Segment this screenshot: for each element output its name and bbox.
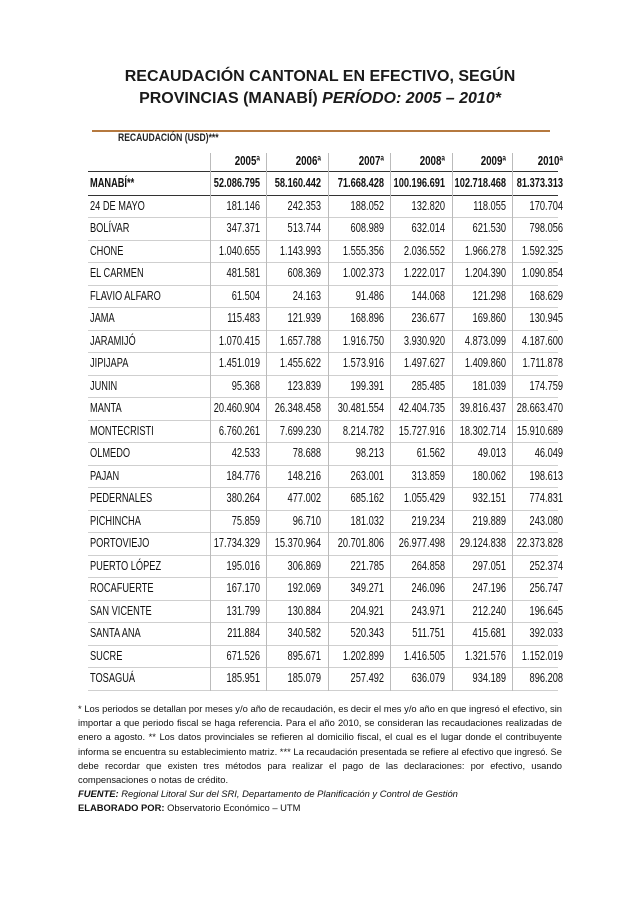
revenue-value: 1.416.505	[403, 648, 445, 663]
canton-name: TOSAGUÁ	[90, 671, 136, 685]
revenue-value: 513.744	[287, 221, 321, 235]
revenue-value: 511.751	[412, 626, 445, 640]
revenue-value: 195.016	[226, 558, 260, 573]
revenue-value: 392.033	[529, 626, 563, 640]
canton-name: PEDERNALES	[90, 491, 153, 505]
revenue-value: 26.348.458	[274, 401, 321, 415]
revenue-value: 4.187.600	[521, 333, 563, 348]
revenue-value: 219.889	[472, 513, 506, 528]
revenue-value: 24.163	[292, 288, 321, 303]
revenue-value: 168.896	[350, 311, 384, 325]
revenue-value: 95.368	[231, 378, 260, 393]
canton-name: PICHINCHA	[90, 513, 141, 528]
column-rule	[328, 153, 329, 691]
revenue-value: 98.213	[355, 446, 384, 460]
revenue-value: 896.208	[529, 671, 563, 685]
revenue-value: 340.582	[287, 626, 321, 640]
revenue-value: 192.069	[287, 581, 321, 595]
revenue-value: 934.189	[472, 671, 506, 685]
revenue-value: 1.002.373	[342, 266, 384, 280]
revenue-value: 212.240	[472, 603, 506, 618]
revenue-value: 46.049	[534, 446, 563, 460]
canton-name: EL CARMEN	[90, 266, 144, 280]
canton-name: JUNIN	[90, 378, 118, 393]
revenue-value: 121.298	[472, 288, 506, 303]
made-by-line	[78, 801, 562, 815]
canton-name: PORTOVIEJO	[90, 536, 150, 550]
revenue-value: 1.090.854	[521, 266, 563, 280]
revenue-value: 196.645	[529, 603, 563, 618]
canton-name: MONTECRISTI	[90, 423, 154, 438]
revenue-value: 102.718.468	[454, 176, 506, 190]
source-text: Regional Litoral Sur del SRI, Departamento de Planificación y Control de Gestión	[118, 788, 458, 800]
column-rule	[210, 153, 211, 691]
revenue-value: 2.036.552	[403, 243, 445, 258]
revenue-value: 1.143.993	[279, 243, 321, 258]
source-label: FUENTE:	[78, 788, 119, 800]
revenue-value: 78.688	[292, 446, 321, 460]
revenue-value: 4.873.099	[464, 333, 506, 348]
revenue-value: 148.216	[287, 468, 321, 483]
revenue-value: 181.039	[472, 378, 506, 393]
revenue-value: 75.859	[231, 513, 260, 528]
revenue-value: 204.921	[350, 603, 384, 618]
revenue-value: 174.759	[529, 378, 563, 393]
revenue-value: 1.573.916	[342, 356, 384, 370]
title-main: PROVINCIAS (MANABÍ)	[139, 90, 323, 107]
revenue-value: 246.096	[411, 581, 445, 595]
revenue-value: 61.562	[416, 446, 445, 460]
table-row	[80, 196, 563, 219]
revenue-value: 100.196.691	[393, 176, 445, 190]
revenue-value: 39.816.437	[459, 401, 506, 415]
table-row	[80, 578, 563, 601]
revenue-value: 1.916.750	[342, 333, 384, 348]
canton-name: ROCAFUERTE	[90, 581, 154, 595]
revenue-value: 17.734.329	[213, 536, 260, 550]
revenue-value: 20.701.806	[337, 536, 384, 550]
revenue-value: 608.989	[350, 221, 384, 235]
revenue-value: 236.677	[411, 311, 445, 325]
revenue-value: 247.196	[472, 581, 506, 595]
revenue-value: 1.592.325	[521, 243, 563, 258]
revenue-value: 257.492	[350, 671, 384, 685]
revenue-value: 181.032	[350, 513, 384, 528]
revenue-value: 6.760.261	[218, 423, 260, 438]
year-header: 2010ª	[537, 153, 563, 168]
revenue-value: 29.124.838	[459, 536, 506, 550]
revenue-value: 169.860	[472, 311, 506, 325]
revenue-value: 263.001	[350, 468, 384, 483]
table-row	[80, 263, 563, 286]
canton-name: MANABÍ**	[90, 176, 135, 190]
revenue-value: 168.629	[529, 288, 563, 303]
revenue-value: 181.146	[226, 198, 260, 213]
canton-name: 24 DE MAYO	[90, 198, 145, 213]
table-row	[80, 286, 563, 309]
revenue-value: 199.391	[350, 378, 384, 393]
revenue-value: 42.404.735	[398, 401, 445, 415]
table-row	[80, 218, 563, 241]
revenue-value: 285.485	[411, 378, 445, 393]
table-row	[80, 421, 563, 444]
table-row	[80, 601, 563, 624]
revenue-value: 118.055	[473, 198, 506, 213]
revenue-table	[80, 125, 563, 695]
revenue-value: 243.080	[529, 513, 563, 528]
revenue-value: 608.369	[287, 266, 321, 280]
revenue-value: 167.170	[226, 581, 260, 595]
canton-name: SAN VICENTE	[90, 603, 152, 618]
canton-name: BOLÍVAR	[90, 221, 130, 235]
revenue-value: 636.079	[411, 671, 445, 685]
table-row	[80, 308, 563, 331]
title-line-2	[60, 88, 580, 110]
revenue-value: 256.747	[529, 581, 563, 595]
revenue-value: 58.160.442	[274, 176, 321, 190]
revenue-value: 185.079	[287, 671, 321, 685]
revenue-value: 26.977.498	[398, 536, 445, 550]
revenue-value: 121.939	[287, 311, 321, 325]
canton-name: FLAVIO ALFARO	[90, 288, 161, 303]
revenue-value: 242.353	[287, 198, 321, 213]
revenue-value: 1.070.415	[218, 333, 260, 348]
revenue-value: 198.613	[529, 468, 563, 483]
revenue-value: 221.785	[350, 558, 384, 573]
revenue-value: 22.373.828	[516, 536, 563, 550]
revenue-value: 184.776	[226, 468, 260, 483]
canton-name: CHONE	[90, 243, 124, 258]
title-period: PERÍODO: 2005 – 2010*	[322, 90, 501, 107]
revenue-value: 15.370.964	[274, 536, 321, 550]
revenue-value: 1.711.878	[522, 356, 563, 370]
revenue-value: 30.481.554	[337, 401, 384, 415]
revenue-value: 1.966.278	[464, 243, 506, 258]
revenue-value: 170.704	[529, 198, 563, 213]
made-by-text: Observatorio Económico – UTM	[164, 802, 301, 814]
revenue-value: 671.526	[226, 648, 260, 663]
canton-name: JIPIJAPA	[90, 356, 129, 370]
canton-name: OLMEDO	[90, 446, 131, 460]
revenue-value: 81.373.313	[516, 176, 563, 190]
revenue-value: 313.859	[411, 468, 445, 483]
revenue-value: 115.483	[227, 311, 260, 325]
revenue-value: 798.056	[529, 221, 563, 235]
canton-name: SUCRE	[90, 648, 123, 663]
table-row	[80, 331, 563, 354]
revenue-value: 52.086.795	[213, 176, 260, 190]
notes-block	[78, 702, 562, 816]
revenue-value: 632.014	[411, 221, 445, 235]
revenue-value: 18.302.714	[459, 423, 506, 438]
revenue-value: 15.727.916	[398, 423, 445, 438]
table-caption: RECAUDACIÓN (USD)***	[118, 132, 219, 144]
table-row	[80, 556, 563, 579]
revenue-value: 1.222.017	[403, 266, 445, 280]
column-rule	[512, 153, 513, 691]
table-row	[80, 511, 563, 534]
source-line	[78, 787, 562, 801]
revenue-value: 3.930.920	[403, 333, 445, 348]
revenue-value: 185.951	[226, 671, 260, 685]
revenue-value: 1.555.356	[342, 243, 384, 258]
table-row	[80, 488, 563, 511]
canton-name: MANTA	[90, 401, 122, 415]
revenue-value: 243.971	[411, 603, 445, 618]
revenue-value: 347.371	[226, 221, 260, 235]
title-line-1: RECAUDACIÓN CANTONAL EN EFECTIVO, SEGÚN	[124, 68, 516, 85]
table-row	[80, 533, 563, 556]
revenue-value: 932.151	[472, 491, 506, 505]
revenue-value: 219.234	[411, 513, 445, 528]
table-row	[80, 646, 563, 669]
column-rule	[266, 153, 267, 691]
revenue-value: 131.799	[226, 603, 260, 618]
revenue-value: 1.055.429	[403, 491, 445, 505]
year-header: 2008ª	[419, 153, 445, 168]
canton-name: JAMA	[90, 311, 115, 325]
revenue-value: 132.820	[411, 198, 445, 213]
year-header-row	[80, 153, 563, 173]
row-rule	[88, 690, 558, 691]
revenue-value: 1.409.860	[464, 356, 506, 370]
revenue-value: 211.884	[227, 626, 260, 640]
table-row	[80, 623, 563, 646]
revenue-value: 520.343	[350, 626, 384, 640]
revenue-value: 415.681	[472, 626, 506, 640]
revenue-value: 1.152.019	[521, 648, 563, 663]
revenue-value: 1.202.899	[342, 648, 384, 663]
revenue-value: 42.533	[231, 446, 260, 460]
table-row	[80, 668, 563, 691]
revenue-value: 96.710	[292, 513, 321, 528]
made-by-label: ELABORADO POR:	[78, 802, 165, 814]
revenue-value: 20.460.904	[213, 401, 260, 415]
table-row	[80, 443, 563, 466]
revenue-value: 252.374	[529, 558, 563, 573]
document-title	[60, 66, 580, 110]
revenue-value: 71.668.428	[337, 176, 384, 190]
revenue-value: 895.671	[287, 648, 321, 663]
year-header: 2006ª	[295, 153, 321, 168]
year-header: 2007ª	[358, 153, 384, 168]
revenue-value: 1.040.655	[218, 243, 260, 258]
canton-name: PAJAN	[90, 468, 120, 483]
column-rule	[452, 153, 453, 691]
table-row	[80, 353, 563, 376]
revenue-value: 297.051	[472, 558, 506, 573]
revenue-value: 1.204.390	[464, 266, 506, 280]
revenue-value: 188.052	[350, 198, 384, 213]
revenue-value: 123.839	[287, 378, 321, 393]
revenue-value: 685.162	[350, 491, 384, 505]
revenue-value: 380.264	[226, 491, 260, 505]
table-row-total	[80, 173, 563, 196]
revenue-value: 130.945	[529, 311, 563, 325]
revenue-value: 1.455.622	[279, 356, 321, 370]
revenue-value: 264.858	[411, 558, 445, 573]
revenue-value: 1.657.788	[279, 333, 321, 348]
revenue-value: 1.321.576	[464, 648, 506, 663]
table-row	[80, 376, 563, 399]
revenue-value: 481.581	[226, 266, 260, 280]
table-row	[80, 398, 563, 421]
revenue-value: 49.013	[477, 446, 506, 460]
canton-name: PUERTO LÓPEZ	[90, 558, 162, 573]
revenue-value: 130.884	[287, 603, 321, 618]
revenue-value: 8.214.782	[342, 423, 384, 438]
revenue-value: 349.271	[350, 581, 384, 595]
revenue-value: 28.663.470	[516, 401, 563, 415]
revenue-value: 7.699.230	[279, 423, 321, 438]
header-rule	[88, 171, 558, 172]
footnote-text: * Los periodos se detallan por meses y/o año de recaudación, es decir el mes y/o año en que ingresó el efectivo, sin importar a que periodo fiscal se haga referencia. Para el año 2010, se consideran las recaudaciones realizadas de enero a agosto. ** Los datos provinciales se refieren al domicilio fiscal, el cual es el lugar donde el contribuyente informa se encuentra su establecimiento matriz. *** La recaudación presentada se refiere al efectivo que ingresó. Se debe recordar que existen tres métodos para realizar el pago de las declaraciones: por efectivo, usando compensaciones o notas de crédito.	[78, 703, 562, 786]
canton-name: JARAMIJÓ	[90, 333, 136, 348]
table-row	[80, 466, 563, 489]
column-rule	[390, 153, 391, 691]
revenue-value: 621.530	[472, 221, 506, 235]
revenue-value: 61.504	[231, 288, 260, 303]
revenue-value: 774.831	[529, 491, 563, 505]
revenue-value: 180.062	[472, 468, 506, 483]
revenue-value: 1.451.019	[218, 356, 260, 370]
revenue-value: 144.068	[411, 288, 445, 303]
revenue-value: 15.910.689	[516, 423, 563, 438]
revenue-value: 306.869	[287, 558, 321, 573]
revenue-value: 477.002	[287, 491, 321, 505]
table-row	[80, 241, 563, 264]
canton-name: SANTA ANA	[90, 626, 141, 640]
year-header: 2005ª	[234, 153, 260, 168]
revenue-value: 91.486	[355, 288, 384, 303]
revenue-value: 1.497.627	[403, 356, 445, 370]
year-header: 2009ª	[480, 153, 506, 168]
